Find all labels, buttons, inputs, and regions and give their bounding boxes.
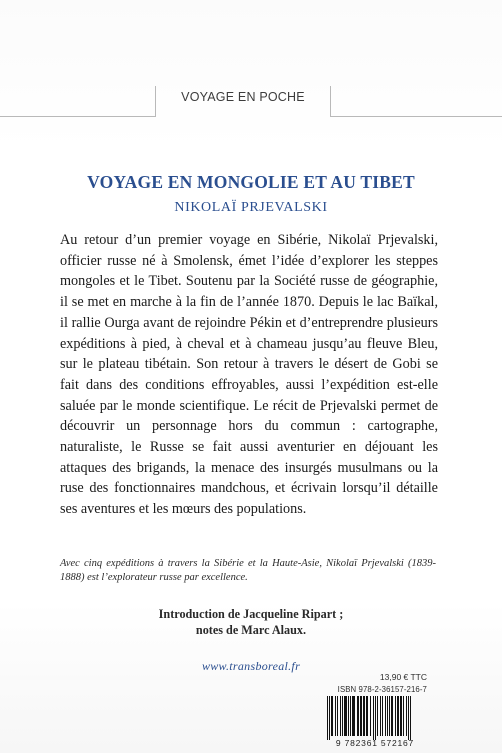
frame-line-right <box>330 86 331 116</box>
barcode-bar <box>342 696 343 736</box>
blurb-paragraph: Au retour d’un premier voyage en Sibérie, Nikolaï Prjevalski, officier russe né à Smolensk, émet l’idée d’explorer les steppes mongoles et le Tibet. Soutenu par la Société russe de géographie, il se met en marche à la fin de l’année 1870. Depuis le lac Baïkal, il rallie Ourga avant de rejoindre Pékin et d’entreprendre plusieurs expéditions à pied, à cheval et à chameau jusqu’au fleuve Bleu, sur le plateau tibétain. Son retour à travers le désert de Gobi se fait dans des conditions effroyables, aussi l’expédition est-elle saluée par le monde scientifique. Le récit de Prjevalski permet de découvrir un personnage hors du commun : cartographe, naturaliste, le Russe se fait aussi aventurier en déjouant les attaques des brigands, la menace des insurgés musulmans ou la ruse des fonctionnaires mandchous, et écrivain lorsqu’il détaille ses aventures et les mœurs des populations. <box>60 232 438 518</box>
barcode-bar <box>348 696 349 736</box>
barcode-bar <box>327 696 328 740</box>
barcode-bar <box>382 696 383 736</box>
barcode-bar <box>357 696 359 736</box>
credits-introduction: Introduction de Jacqueline Ripart ; <box>158 607 344 621</box>
book-title: VOYAGE EN MONGOLIE ET AU TIBET <box>87 172 415 192</box>
collection-label: VOYAGE EN POCHE <box>181 90 305 104</box>
price-label: 13,90 € TTC <box>379 672 427 682</box>
barcode-bar <box>403 696 404 736</box>
frame-baseline-left <box>0 116 156 117</box>
barcode-bar <box>385 696 386 736</box>
barcode-bar <box>410 696 411 740</box>
barcode-bar <box>360 696 362 736</box>
barcode-bar <box>397 696 399 736</box>
barcode-bar <box>389 696 390 736</box>
author-note: Avec cinq expéditions à travers la Sibérie et la Haute-Asie, Nikolaï Prjevalski (1839-1888) est l’explorateur russe par excellence. <box>60 558 436 584</box>
barcode-bar <box>329 696 330 740</box>
barcode-bar <box>373 696 374 740</box>
barcode-bar <box>375 696 376 740</box>
barcode-bar <box>331 696 333 736</box>
barcode-bar <box>391 696 393 736</box>
barcode-bar <box>344 696 347 736</box>
credits <box>0 606 502 638</box>
barcode-graphic <box>323 696 427 740</box>
barcode-bar <box>400 696 402 736</box>
barcode-bar <box>387 696 388 736</box>
frame-baseline-right <box>330 116 502 117</box>
barcode-bar <box>370 696 371 736</box>
barcode-bar <box>350 696 351 736</box>
barcode-bar <box>337 696 338 736</box>
credits-notes: notes de Marc Alaux. <box>195 623 307 637</box>
barcode-bar <box>406 696 407 736</box>
barcode-bar <box>408 696 409 740</box>
publisher-website: www.transboreal.fr <box>201 659 301 673</box>
barcode-bar <box>395 696 396 736</box>
barcode <box>323 696 427 740</box>
isbn-label: ISBN 978-2-36157-216-7 <box>337 685 427 694</box>
barcode-digits: 9 782361 572167 <box>335 738 415 748</box>
barcode-bar <box>377 696 378 736</box>
barcode-bar <box>380 696 381 736</box>
barcode-bar <box>366 696 368 736</box>
barcode-bar <box>352 696 355 736</box>
barcode-bar <box>340 696 341 736</box>
book-author: NIKOLAÏ PRJEVALSKI <box>174 200 328 215</box>
collection-header <box>0 86 502 116</box>
barcode-bar <box>335 696 336 736</box>
barcode-bar <box>363 696 365 736</box>
